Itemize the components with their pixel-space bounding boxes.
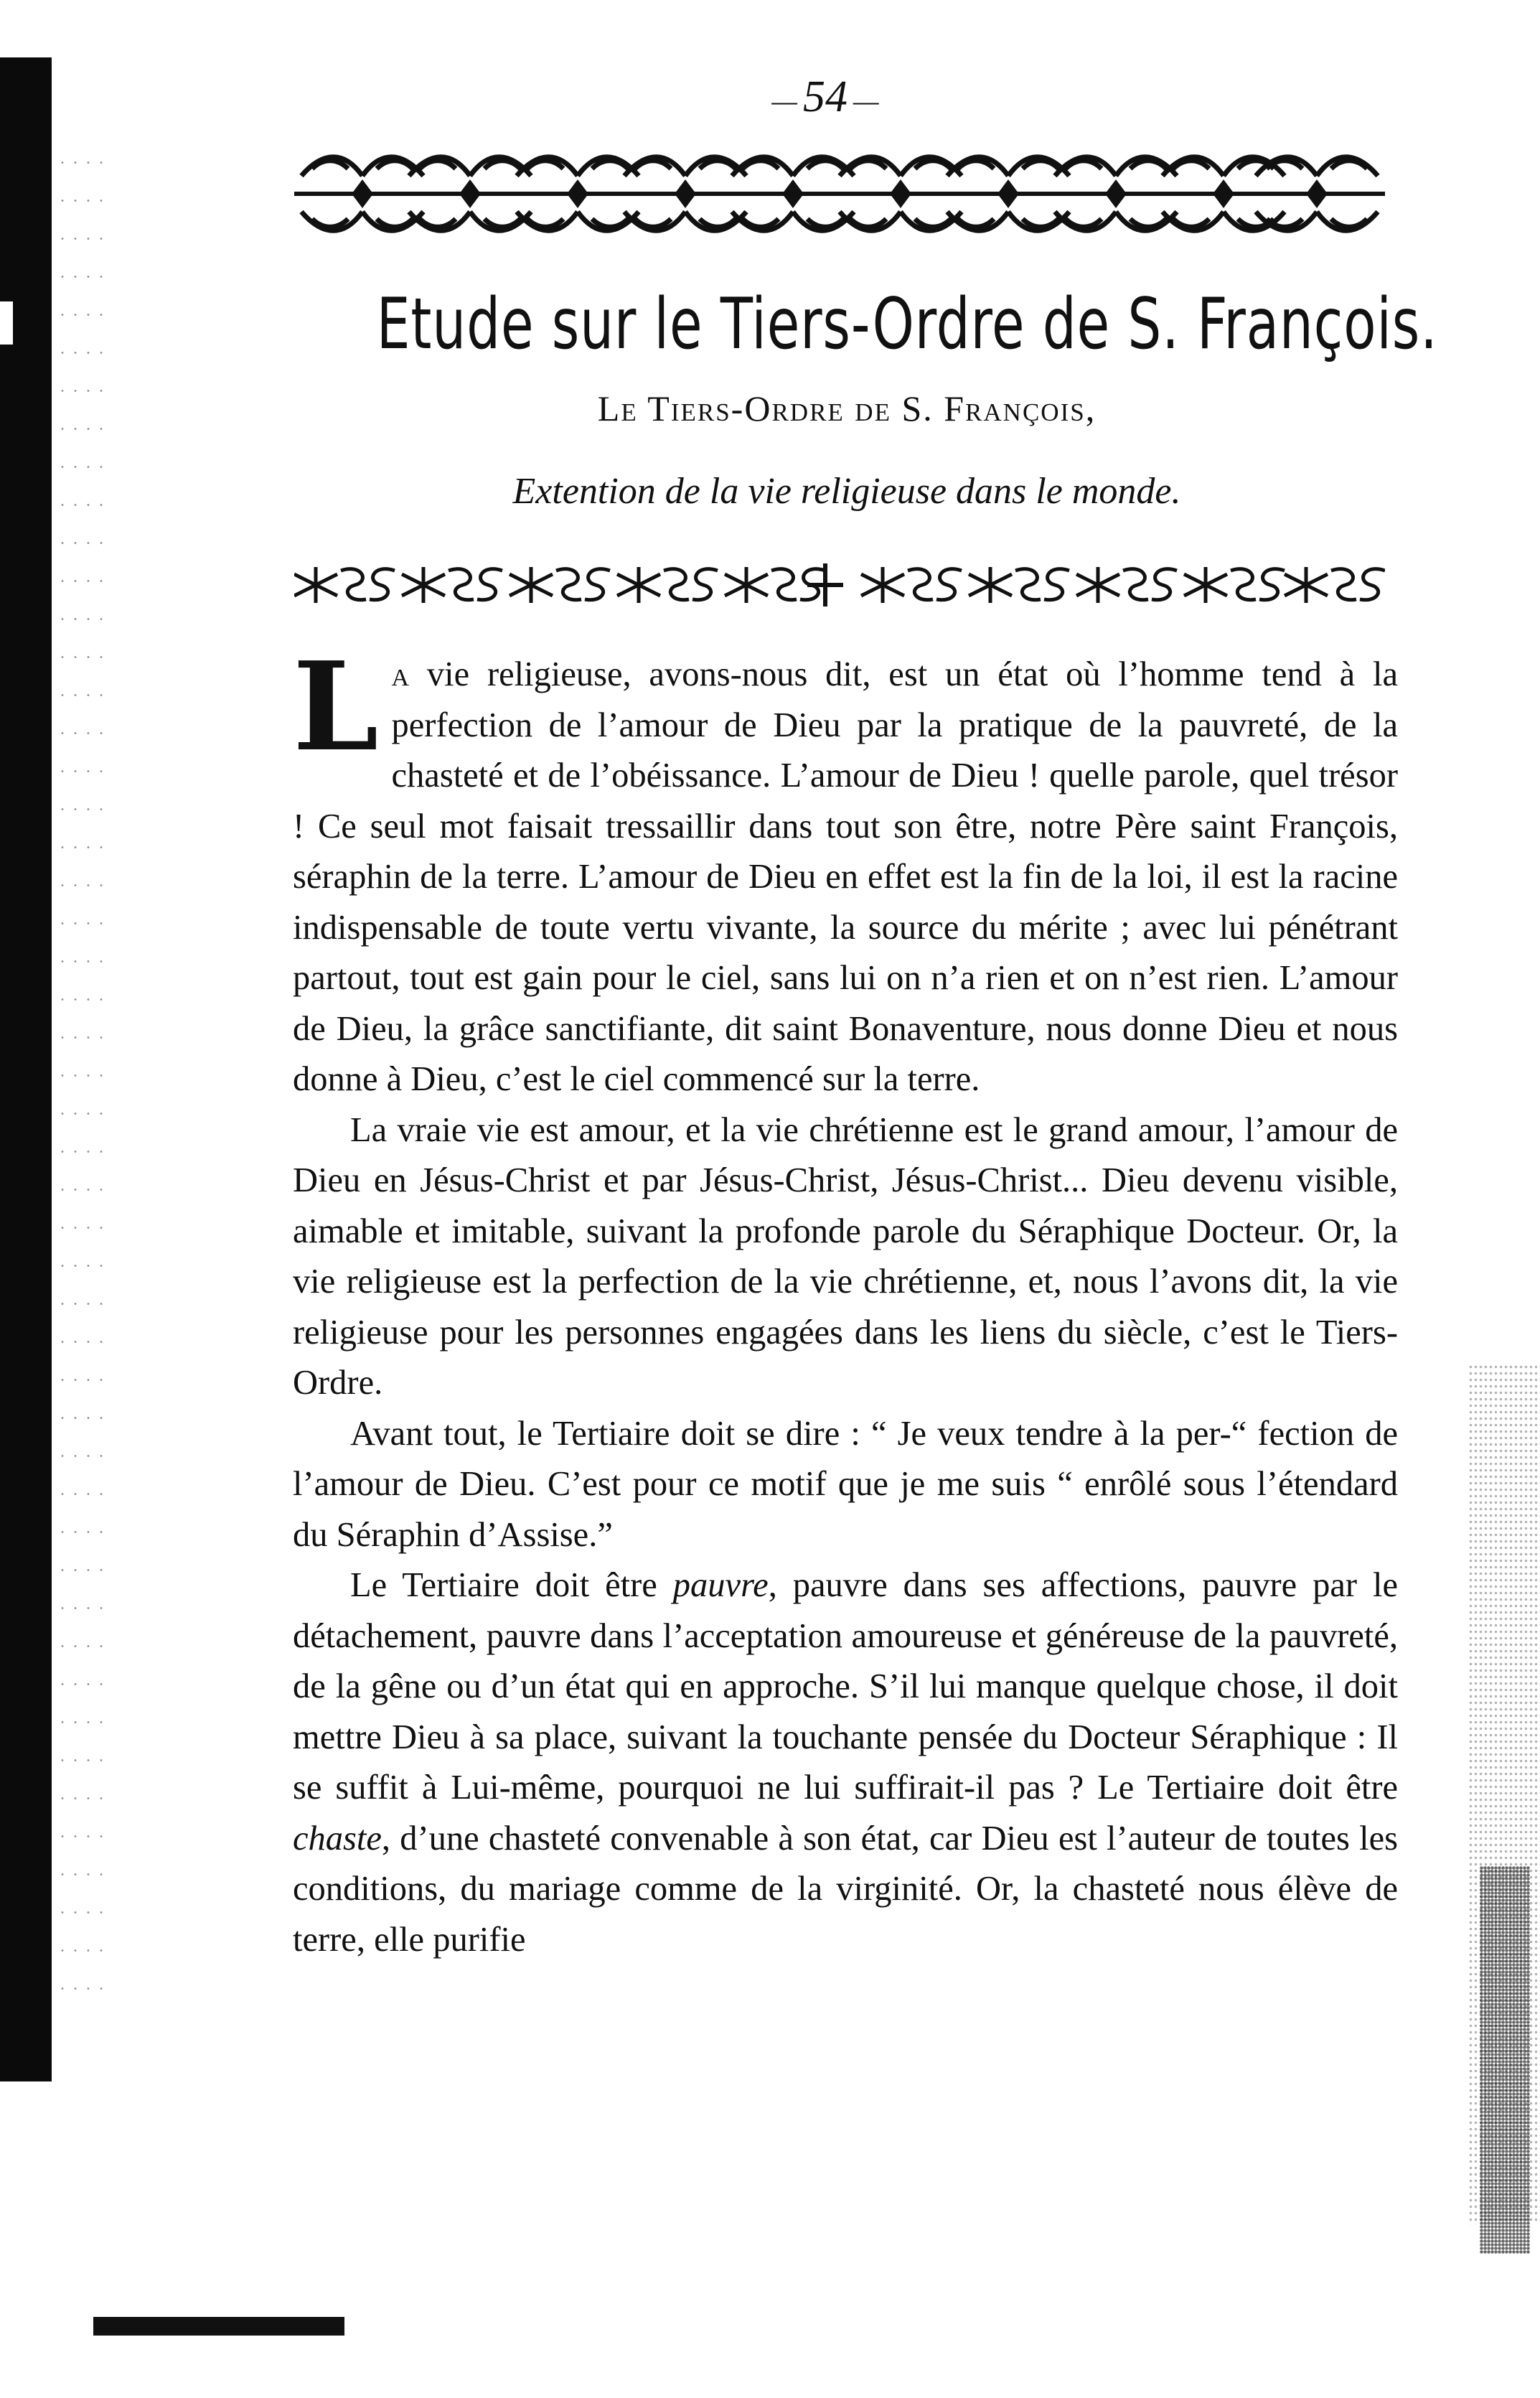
emphasis-chaste: chaste xyxy=(293,1819,382,1858)
paragraph-1 xyxy=(293,635,1398,1105)
scan-binding-shadow xyxy=(0,57,52,2081)
section-subtitle: Le Tiers-Ordre de S. François, xyxy=(597,388,1097,428)
paragraph-4-text-c: , d’une chasteté convenable à son état, car Dieu est l’auteur de toutes les conditions, du mariage comme de la virginité. Or, la chasteté nous élève de terre, elle purifie xyxy=(293,1819,1398,1959)
paragraph-4 xyxy=(293,1560,1398,1965)
paragraph-2: La vraie vie est amour, et la vie chrétienne est le grand amour, l’amour de Dieu en Jésus-Christ et par Jésus-Christ, Jésus-Christ... Dieu devenu visible, aimable et imitable, suivant la profonde parole du Séraphique Docteur. Or, la vie religieuse est la perfection de la vie chrétienne, et, nous l’avons dit, la vie religieuse pour les personnes engagées dans les liens du siècle, c’est le Tiers-Ordre. xyxy=(293,1110,1398,1402)
paragraph-4-text-a: Le Tertiaire doit être xyxy=(350,1566,673,1604)
paragraph-1-lead: a xyxy=(391,655,410,693)
paragraph-3: Avant tout, le Tertiaire doit se dire : “ Je veux tendre à la per-“ fection de l’amour de Dieu. C’est pour ce motif que je me suis “ enrôlé sous l’étendard du Séraphin d’Assise.” xyxy=(293,1414,1398,1554)
paragraph-1-text: vie religieuse, avons-nous dit, est un état où l’homme tend à la perfection de l’amour de Dieu par la pratique de la pauvreté, de la chasteté et de l’obéissance. L’amour de Dieu ! quelle parole, quel trésor ! Ce seul mot faisait tressaillir dans tout son être, notre Père saint François, séraphin de la terre. L’amour de Dieu en effet est la fin de la loi, il est la racine indispensable de toute vertu vivante, la source du mérite ; avec lui pénétrant partout, tout est gain pour le ciel, sans lui on n’a rien et on n’est rien. L’amour de Dieu, la grâce sanctifiante, dit saint Bonaventure, nous donne Dieu et nous donne à Dieu, c’est le ciel commencé sur la terre. xyxy=(293,655,1398,1098)
floral-band-icon xyxy=(294,144,1385,244)
page-title: Etude sur le Tiers-Ordre de S. François. xyxy=(376,284,1438,365)
section-subtitle-italic: Extention de la vie religieuse dans le monde. xyxy=(512,471,1181,512)
page-number: — 54 — xyxy=(761,72,890,123)
scan-bottom-bar xyxy=(93,2317,344,2336)
scan-speckles-right-dense xyxy=(1480,1866,1530,2254)
drop-cap: L xyxy=(293,635,379,779)
article-body xyxy=(293,635,1399,1965)
scan-speckles-left xyxy=(56,144,106,2010)
paragraph-4-text-b: , pauvre dans ses affections, pauvre par le détachement, pauvre dans l’acceptation amoureuse et généreuse de la pauvreté, de la gêne ou d’un état qui en approche. S’il lui manque quelque chose, il doit mettre Dieu à sa place, suivant la touchante pensée du Docteur Séraphique : Il se suffit à Lui-même, pourquoi ne lui suffirait-il pas ? Le Tertiaire doit être xyxy=(293,1566,1399,1807)
emphasis-pauvre: pauvre xyxy=(672,1566,769,1604)
scroll-band-icon xyxy=(294,560,1385,610)
